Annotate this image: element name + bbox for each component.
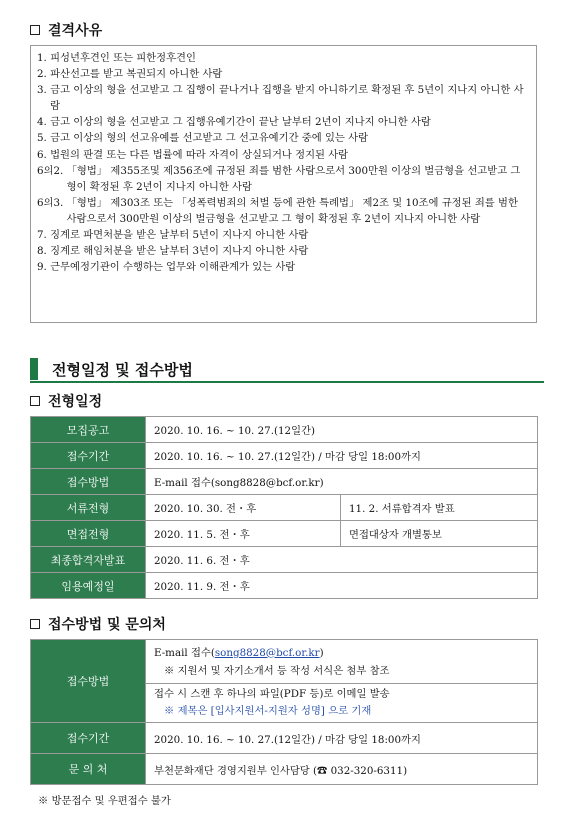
schedule-table [30,416,538,599]
email-line [154,644,529,662]
disqualification-title: 결격사유 [48,23,103,39]
contact-table [30,639,538,785]
section-accent-bar [30,358,38,380]
item-text: 금고 이상의 형을 선고받고 그 집행유예기간이 끝난 날부터 2년이 지나지 아니한 사람 [50,116,431,129]
item-number: 6의3. [37,196,67,209]
disqualification-item [37,227,530,243]
schedule-row [31,417,538,443]
schedule-value: 2020. 10. 16. ~ 10. 27.(12일간) / 마감 당일 18:00까지 [146,443,538,469]
item-text: 피성년후견인 또는 피한정후견인 [50,52,196,64]
schedule-value: 2020. 10. 16. ~ 10. 27.(12일간) [146,417,538,443]
item-number: 3. [37,84,51,97]
item-number: 5. [37,132,51,145]
item-text: 금고 이상의 형을 선고받고 그 집행이 끝나거나 집행을 받지 아니하기로 확정된 후 5년이 지나지 아니한 사람 [50,84,524,113]
file-cell [146,684,538,723]
email-link[interactable]: song8828@bcf.or.kr [214,646,320,659]
schedule-label: 모집공고 [31,417,146,443]
email-note: ※ 지원서 및 자기소개서 등 작성 서식은 첨부 참조 [164,664,390,677]
disqualification-item [37,114,530,130]
email-suffix: ) [319,646,324,659]
disqualification-item [37,130,530,146]
schedule-title: 전형일정 [48,394,103,410]
schedule-note: 면접대상자 개별통보 [341,521,538,547]
period-label: 접수기간 [31,723,146,754]
item-text: 징계로 파면처분을 받은 날부터 5년이 지나지 아니한 사람 [50,229,309,242]
schedule-value: 2020. 11. 9. 전・후 [146,573,538,599]
schedule-label: 임용예정일 [31,573,146,599]
footnote: ※ 방문접수 및 우편접수 불가 [38,795,171,807]
email-prefix: E-mail 접수( [154,646,215,659]
item-number: 1. [37,52,51,64]
disqualification-item [37,50,530,66]
section-title: 전형일정 및 접수방법 [52,361,193,379]
item-number: 4. [37,116,51,129]
schedule-value: 2020. 11. 6. 전・후 [146,547,538,573]
item-text: 금고 이상의 형의 선고유예를 선고받고 그 선고유예기간 중에 있는 사람 [50,132,369,145]
contact-heading [30,614,166,634]
schedule-note: 11. 2. 서류합격자 발표 [341,495,538,521]
schedule-row [31,521,538,547]
disqualification-item [37,82,530,114]
schedule-row [31,547,538,573]
schedule-heading [30,391,102,411]
schedule-value: 2020. 10. 30. 전・후 [146,495,341,521]
item-number: 9. [37,261,51,274]
schedule-value: E-mail 접수(song8828@bcf.or.kr) [146,469,538,495]
item-number: 7. [37,229,51,242]
schedule-row [31,443,538,469]
disqualification-item [37,66,530,82]
schedule-row [31,573,538,599]
file-line: 접수 시 스캔 후 하나의 파일(PDF 등)로 이메일 발송 [154,688,390,700]
email-cell [146,640,538,684]
item-text: 징계로 해임처분을 받은 날부터 3년이 지나지 아니한 사람 [50,245,309,258]
disqualification-heading [30,20,102,40]
square-bullet-icon [30,25,40,35]
schedule-label: 최종합격자발표 [31,547,146,573]
item-number: 8. [37,245,51,258]
square-bullet-icon [30,396,40,406]
schedule-label: 서류전형 [31,495,146,521]
file-note: ※ 제목은 [입사지원서-지원자 성명] 으로 기재 [164,705,372,717]
item-text: 「형법」 제303조 또는 「성폭력범죄의 처벌 등에 관한 특례법」 제2조 및 10조에 규정된 죄를 범한 사람으로서 300만원 이상의 벌금형을 선고받고 그 형이 확정된 후 2년이 지나지 아니한 사람 [66,196,518,225]
inquiry-value: 부천문화재단 경영지원부 인사담당 (☎ 032-320-6311) [146,754,538,785]
schedule-label: 접수방법 [31,469,146,495]
square-bullet-icon [30,619,40,629]
item-text: 「형법」 제355조및 제356조에 규정된 죄를 범한 사람으로서 300만원 이상의 벌금형을 선고받고 그 형이 확정된 후 2년이 지나지 아니한 사람 [66,164,521,193]
item-number: 2. [37,68,51,81]
schedule-label: 면접전형 [31,521,146,547]
item-text: 근무예정기관이 수행하는 업무와 이해관계가 있는 사람 [50,261,296,274]
item-text: 파산선고를 받고 복권되지 아니한 사람 [50,68,223,81]
item-number: 6의2. [37,164,67,177]
method-label: 접수방법 [31,640,146,723]
disqualification-item [37,147,530,163]
schedule-value: 2020. 11. 5. 전・후 [146,521,341,547]
contact-title: 접수방법 및 문의처 [48,617,166,633]
item-text: 법원의 판결 또는 다른 법률에 따라 자격이 상실되거나 정지된 사람 [50,148,349,161]
schedule-row [31,469,538,495]
disqualification-item [37,243,530,259]
item-number: 6. [37,148,51,161]
schedule-row [31,495,538,521]
inquiry-label: 문 의 처 [31,754,146,785]
disqualification-item [37,195,530,227]
schedule-label: 접수기간 [31,443,146,469]
disqualification-item [37,163,530,195]
period-value: 2020. 10. 16. ~ 10. 27.(12일간) / 마감 당일 18:00까지 [146,723,538,754]
schedule-section-header [30,355,544,383]
disqualification-item [37,259,530,275]
disqualification-list [30,45,537,323]
